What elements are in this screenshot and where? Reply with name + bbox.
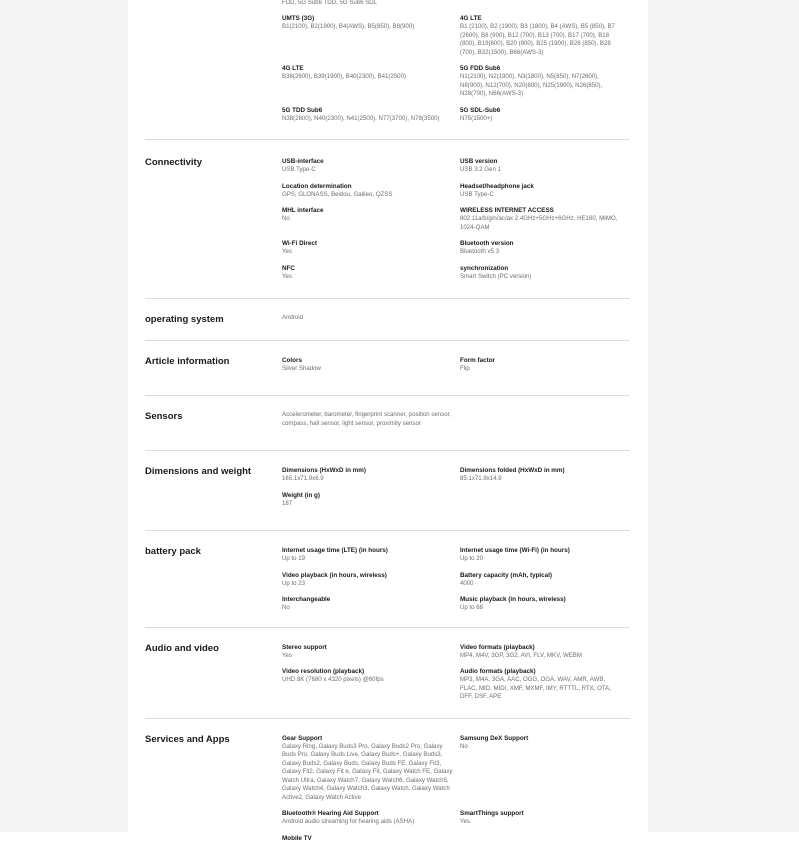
spec-grid (282, 466, 630, 515)
spec-item (460, 206, 630, 232)
spec-item (460, 356, 630, 374)
spec-item (460, 14, 630, 57)
spec-item (460, 667, 630, 702)
spec-value: Up to 19 (282, 555, 306, 562)
spec-label: Stereo support (282, 643, 327, 651)
spec-value: Yes (282, 651, 292, 659)
spec-item (460, 182, 630, 200)
spec-grid (282, 643, 630, 709)
spec-value: Silver Shadow (282, 364, 321, 372)
spec-label: 5G SDL-Sub6 (460, 106, 501, 114)
spec-item (460, 239, 630, 257)
spec-value: B1(2100), B2(1900), B4(AWS), B5(850), B8(900) (282, 23, 415, 30)
spec-label: USB-interface (282, 158, 324, 165)
spec-label: USB version (460, 158, 498, 165)
section-title: battery pack (145, 546, 201, 557)
page-margin-right (648, 0, 799, 832)
spec-label: Battery capacity (mAh, typical) (460, 571, 553, 579)
spec-grid (282, 314, 630, 330)
spec-grid (282, 356, 630, 381)
spec-value: MP3, M4A, 3GA, AAC, OGG, OGA, WAV, AMR, AWB, FLAC, MID, MIDI, XMF, MXMF, IMY, RTTTL, RTX, OTA, DFF, DSF, APE (460, 676, 611, 700)
spec-section (145, 451, 630, 531)
spec-value: USB Type-C (282, 166, 316, 173)
spec-item (460, 643, 630, 661)
spec-label: Colors (282, 356, 302, 364)
spec-label: synchronization (460, 264, 509, 272)
spec-label: Internet usage time (LTE) (in hours) (282, 547, 388, 554)
spec-value: MP4, M4V, 3GP, 3G2, AVI, FLV, MKV, WEBM (460, 651, 582, 659)
spec-label: 5G TDD Sub6 (282, 106, 323, 114)
spec-value: N1(2100), N2(1900), N3(1800), N5(850), N7(2600), N8(900), N12(700), N20(800), N25(1900), N26(850), N28(700), N66(AWS-3) (460, 73, 603, 97)
spec-section (145, 0, 630, 140)
spec-value: USB Type-C (460, 190, 494, 198)
spec-value: UHD 8K (7680 x 4320 pixels) @60fps (282, 676, 384, 683)
spec-label: Video formats (playback) (460, 643, 535, 651)
spec-label: SmartThings support (460, 810, 524, 817)
spec-item (282, 239, 460, 257)
spec-item (282, 809, 460, 827)
spec-item (282, 157, 460, 175)
spec-item (460, 106, 630, 124)
spec-label: 4G LTE (282, 65, 304, 72)
spec-item (460, 157, 630, 175)
spec-value: USB 3.2 Gen 1 (460, 166, 501, 173)
spec-item (460, 595, 630, 613)
spec-label: Video playback (in hours, wireless) (282, 571, 387, 579)
spec-label: Internet usage time (Wi-Fi) (in hours) (460, 547, 570, 554)
spec-value: Up to 20 (460, 555, 484, 562)
spec-item (460, 64, 630, 99)
page-margin-left (0, 0, 128, 832)
spec-item (282, 64, 460, 99)
spec-label: Audio formats (playback) (460, 668, 536, 675)
spec-grid (282, 411, 630, 435)
spec-item (282, 206, 460, 232)
spec-label: Mobile TV (282, 834, 312, 842)
spec-value: Accelerometer, barometer, fingerprint scanner, position sensor, compass, hall sensor, light sensor, proximity sensor (282, 411, 452, 427)
section-title: Connectivity (145, 157, 203, 168)
spec-value: 85.1x71.9x14.9 (460, 475, 502, 482)
section-title: operating system (145, 314, 224, 325)
spec-value: No (460, 742, 468, 750)
spec-item (282, 546, 460, 564)
spec-grid (282, 157, 630, 288)
spec-item (460, 734, 630, 803)
spec-value: No (282, 604, 290, 611)
spec-item (460, 809, 630, 827)
spec-value: 165.1x71.9x6.9 (282, 475, 324, 482)
spec-grid (282, 546, 630, 620)
spec-value: N38(2600), N40(2300), N41(2500), N77(3700), N78(3500) (282, 114, 440, 122)
spec-value: Android (282, 314, 304, 321)
spec-label: Headset/headphone jack (460, 182, 534, 190)
spec-section (145, 531, 630, 628)
spec-sheet (128, 0, 648, 850)
spec-value: Up to 68 (460, 604, 484, 611)
spec-value: 802.11a/b/g/n/ac/ax 2.4GHz+5GHz+6GHz, HE160, MIMO, 1024-QAM (460, 215, 618, 231)
section-title: Dimensions and weight (145, 466, 252, 477)
spec-item (460, 546, 630, 564)
spec-label: WIRELESS INTERNET ACCESS (460, 207, 554, 214)
spec-label: Interchangeable (282, 596, 331, 603)
spec-label: Location determination (282, 182, 352, 190)
section-title: Sensors (145, 411, 183, 422)
spec-label: Weight (in g) (282, 491, 321, 499)
spec-value: Yes (460, 818, 470, 825)
spec-item (282, 14, 460, 57)
spec-value: N75(1500+) (460, 114, 493, 122)
spec-label: Dimensions (HxWxD in mm) (282, 467, 366, 474)
spec-value: Bluetooth v5.3 (460, 248, 499, 255)
spec-label: 5G FDD Sub6 (460, 65, 501, 72)
spec-item (282, 491, 460, 509)
spec-item (460, 0, 630, 7)
spec-value: FDD, 5G Sub6 TDD, 5G Sub6 SDL (282, 0, 378, 6)
spec-section (145, 140, 630, 299)
spec-item (282, 595, 460, 613)
spec-value: Android audio streaming for hearing aids (ASHA) (282, 818, 415, 825)
spec-section (145, 299, 630, 341)
spec-grid (282, 0, 630, 130)
spec-item (460, 571, 630, 589)
section-title: Audio and video (145, 642, 219, 654)
spec-item (282, 264, 460, 282)
spec-value: Galaxy Ring, Galaxy Buds3 Pro, Galaxy Buds2 Pro, Galaxy Buds Pro, Galaxy Buds Live, Galaxy Buds+, Galaxy Buds3, Galaxy Buds2, Galaxy Buds, Galaxy Buds FE, Galaxy Fit3, Galaxy Fit2, Galaxy Fit e, Galaxy Fit, Galaxy Watch FE, Galaxy Watch Ultra, Galaxy Watch7, Galaxy Watch6, Galaxy Watch5, Galaxy Watch4, Galaxy Watch3, Galaxy Watch, Galaxy Watch Active2, Galaxy Watch Active (282, 742, 453, 801)
spec-section (145, 341, 630, 397)
spec-section (145, 628, 630, 719)
spec-value: B38(2600), B39(1900), B40(2300), B41(2500) (282, 73, 406, 80)
spec-item (282, 643, 460, 661)
spec-item (282, 356, 460, 374)
spec-item (282, 667, 460, 702)
spec-label: Music playback (in hours, wireless) (460, 596, 566, 603)
spec-item (282, 411, 460, 428)
spec-label: Bluetooth® Hearing Aid Support (282, 810, 379, 817)
spec-item (460, 466, 630, 484)
spec-label: Gear Support (282, 734, 323, 742)
spec-label: Samsung DeX Support (460, 734, 529, 742)
spec-item (282, 466, 460, 484)
section-title: Article information (145, 355, 230, 367)
spec-value: Yes (282, 248, 292, 255)
spec-item (282, 106, 460, 124)
spec-section (145, 719, 630, 850)
spec-label: Wi-Fi Direct (282, 240, 317, 247)
spec-label: NFC (282, 264, 295, 272)
spec-item (282, 0, 460, 7)
spec-value: 187 (282, 499, 293, 507)
section-title: Services and Apps (145, 733, 230, 745)
spec-value: Smart Switch (PC version) (460, 272, 532, 280)
spec-item (282, 314, 460, 323)
spec-item (282, 734, 460, 803)
spec-label: Dimensions folded (HxWxD in mm) (460, 467, 565, 474)
spec-value: GPS, GLONASS, Beidou, Galileo, QZSS (282, 190, 393, 198)
spec-label: Form factor (460, 356, 495, 364)
spec-item (282, 182, 460, 200)
spec-label: MHL interface (282, 207, 324, 214)
spec-value: Up to 23 (282, 579, 306, 587)
spec-value: Flip (460, 364, 470, 372)
spec-label: Bluetooth version (460, 240, 514, 247)
spec-section (145, 396, 630, 451)
spec-item (460, 264, 630, 282)
spec-value: B1 (2100), B2 (1900), B3 (1800), B4 (AWS), B5 (850), B7 (2600), B8 (900), B12 (700), B13 (700), B17 (700), B18 (800), B19(800), B20 (800), B25 (1900), B26 (850), B28 (700), B32(1500), B66(AWS-3) (460, 23, 615, 56)
spec-label: 4G LTE (460, 15, 482, 22)
spec-item (282, 834, 460, 843)
spec-label: UMTS (3G) (282, 15, 315, 22)
spec-item (282, 571, 460, 589)
spec-label: Video resolution (playback) (282, 668, 365, 675)
spec-value: 4000 (460, 579, 474, 587)
spec-grid (282, 734, 630, 850)
spec-value: Yes (282, 272, 292, 280)
spec-value: No (282, 215, 290, 222)
